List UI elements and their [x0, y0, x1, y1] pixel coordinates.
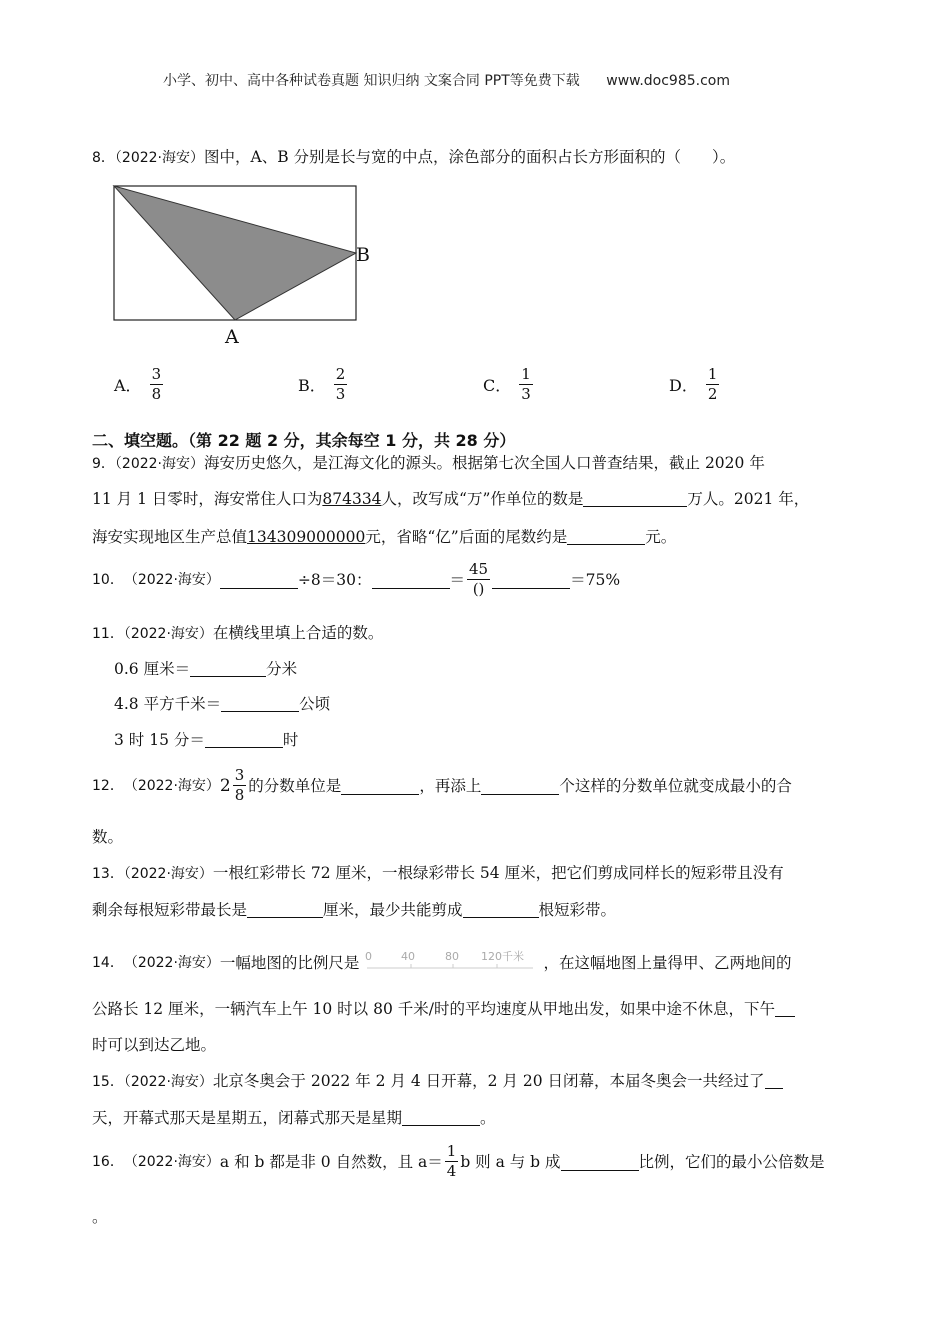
- q16-fraction: $\frac{1}{4}$: [446, 1142, 457, 1180]
- option-fraction: $\frac{1}{3}$: [521, 365, 531, 403]
- question-8: [92, 146, 735, 169]
- q9-number: 9．: [92, 456, 115, 472]
- answer-blank[interactable]: [567, 526, 645, 545]
- q14-number: 14．: [92, 955, 124, 971]
- q13-source: （2022·海安）: [123, 866, 213, 882]
- q16-number: 16．: [92, 1153, 124, 1170]
- q10-number: 10．: [92, 571, 124, 588]
- label-a: A: [225, 326, 239, 348]
- question-9-line-1: [92, 452, 765, 475]
- q10-fraction: $\frac{45}{()}$: [469, 560, 489, 598]
- page-header: [163, 70, 730, 90]
- question-9-line-2: 11 月 1 日零时，海安常住人口为874334人，改写成“万”作单位的数是 万人。2021 年，: [92, 490, 810, 508]
- question-11: 11．（2022·海安）在横线里填上合适的数。: [92, 624, 384, 642]
- q11-row-1: 0.6 厘米＝ 分米: [114, 660, 298, 678]
- header-site: www.doc985.com: [606, 73, 730, 89]
- q11-row-3: 3 时 15 分＝ 时: [114, 731, 299, 749]
- q10-source: （2022·海安）: [123, 571, 220, 588]
- answer-blank[interactable]: [492, 570, 570, 589]
- answer-blank[interactable]: [247, 899, 323, 918]
- answer-blank[interactable]: [190, 658, 266, 677]
- mixed-number-whole: 2: [219, 775, 231, 796]
- q8-option-a[interactable]: [114, 367, 165, 402]
- option-letter: D．: [669, 376, 698, 395]
- q8-option-c[interactable]: [483, 367, 535, 402]
- q12-number: 12．: [92, 777, 124, 794]
- q8-figure: [108, 180, 388, 350]
- population-number: 874334: [322, 490, 382, 508]
- answer-blank[interactable]: [583, 488, 687, 507]
- section-2-title: 二、填空题。（第 22 题 2 分，其余每空 1 分，共 28 分）: [92, 431, 516, 450]
- answer-blank[interactable]: [481, 776, 559, 795]
- q15-number: 15．: [92, 1074, 124, 1090]
- scale-label: 0: [365, 950, 373, 963]
- answer-blank[interactable]: [221, 693, 299, 712]
- q9-text: 海安历史悠久，是江海文化的源头。根据第七次全国人口普查结果，截止 2020 年: [204, 454, 765, 472]
- shaded-triangle: [114, 186, 356, 320]
- answer-blank[interactable]: [775, 998, 795, 1017]
- scale-label: 120千米: [481, 950, 525, 963]
- question-14-line-1: 14． （2022·海安） 一幅地图的比例尺是 0 40 80 120千米 ，在这幅地图上量得甲、乙两地间的: [92, 946, 791, 980]
- q11-row-2: 4.8 平方千米＝ 公顷: [114, 695, 331, 713]
- q11-source: （2022·海安）: [123, 626, 213, 642]
- option-fraction: $\frac{2}{3}$: [335, 365, 346, 403]
- q8-source: （2022·海安）: [114, 150, 205, 166]
- q11-number: 11．: [92, 626, 124, 642]
- q12-fraction: $\frac{3}{8}$: [234, 766, 245, 804]
- q8-option-b[interactable]: [298, 367, 349, 402]
- answer-blank[interactable]: [341, 776, 419, 795]
- label-b: B: [356, 244, 370, 266]
- question-13-line-2: 剩余每根短彩带最长是 厘米，最少共能剪成 根短彩带。: [92, 901, 617, 919]
- q8-option-d[interactable]: [669, 367, 721, 402]
- answer-blank[interactable]: [402, 1107, 480, 1126]
- answer-blank[interactable]: [765, 1070, 783, 1089]
- question-10: 10． （2022·海安） ÷8＝30： ＝ $\frac{45}{()}$ ＝75%: [92, 560, 621, 598]
- header-text: 小学、初中、高中各种试卷真题 知识归纳 文案合同 PPT等免费下载: [163, 73, 580, 89]
- question-15-line-2: 天，开幕式那天是星期五，闭幕式那天是星期 。: [92, 1109, 496, 1127]
- q8-text: 图中，A、B 分别是长与宽的中点，涂色部分的面积占长方形面积的（ ）。: [204, 148, 736, 166]
- answer-blank[interactable]: [372, 570, 450, 589]
- answer-blank[interactable]: [220, 570, 298, 589]
- q15-source: （2022·海安）: [123, 1074, 213, 1090]
- question-14-line-2: 公路长 12 厘米，一辆汽车上午 10 时以 80 千米/时的平均速度从甲地出发，如果中途不休息，下午: [92, 998, 795, 1020]
- question-14-line-3: 时可以到达乙地。: [92, 1036, 217, 1054]
- q16-source: （2022·海安）: [123, 1153, 220, 1170]
- question-12: 12． （2022·海安） 2 $\frac{3}{8}$ 的分数单位是 ，再添上 个这样的分数单位就变成最小的合: [92, 766, 792, 804]
- question-16: 16． （2022·海安） a 和 b 都是非 0 自然数，且 a＝ $\frac{1}{4}$ b 则 a 与 b 成 比例，它们的最小公倍数是: [92, 1142, 825, 1180]
- gdp-number: 134309000000: [247, 528, 366, 546]
- answer-blank[interactable]: [205, 729, 283, 748]
- option-letter: B．: [298, 376, 326, 395]
- option-letter: A．: [114, 376, 142, 395]
- q12-source: （2022·海安）: [123, 777, 220, 794]
- scale-label: 40: [401, 950, 416, 963]
- option-letter: C．: [483, 376, 512, 395]
- q8-number: 8．: [92, 150, 115, 166]
- q9-source: （2022·海安）: [114, 456, 205, 472]
- scale-label: 80: [445, 950, 460, 963]
- question-12-line-2: 数。: [92, 828, 124, 846]
- q14-source: （2022·海安）: [123, 955, 220, 971]
- option-fraction: $\frac{3}{8}$: [151, 365, 162, 403]
- question-13-line-1: 13．（2022·海安）一根红彩带长 72 厘米，一根绿彩带长 54 厘米，把它们剪成同样长的短彩带且没有: [92, 864, 784, 882]
- map-scale-bar: [361, 946, 541, 980]
- answer-blank[interactable]: [561, 1152, 639, 1171]
- question-15-line-1: 15．（2022·海安）北京冬奥会于 2022 年 2 月 4 日开幕，2 月 20 日闭幕，本届冬奥会一共经过了: [92, 1070, 783, 1093]
- answer-blank[interactable]: [463, 899, 539, 918]
- q13-number: 13．: [92, 866, 124, 882]
- question-9-line-3: 海安实现地区生产总值134309000000元，省略“亿”后面的尾数约是 元。: [92, 528, 677, 546]
- option-fraction: $\frac{1}{2}$: [707, 365, 718, 403]
- question-16-line-2: 。: [92, 1208, 108, 1226]
